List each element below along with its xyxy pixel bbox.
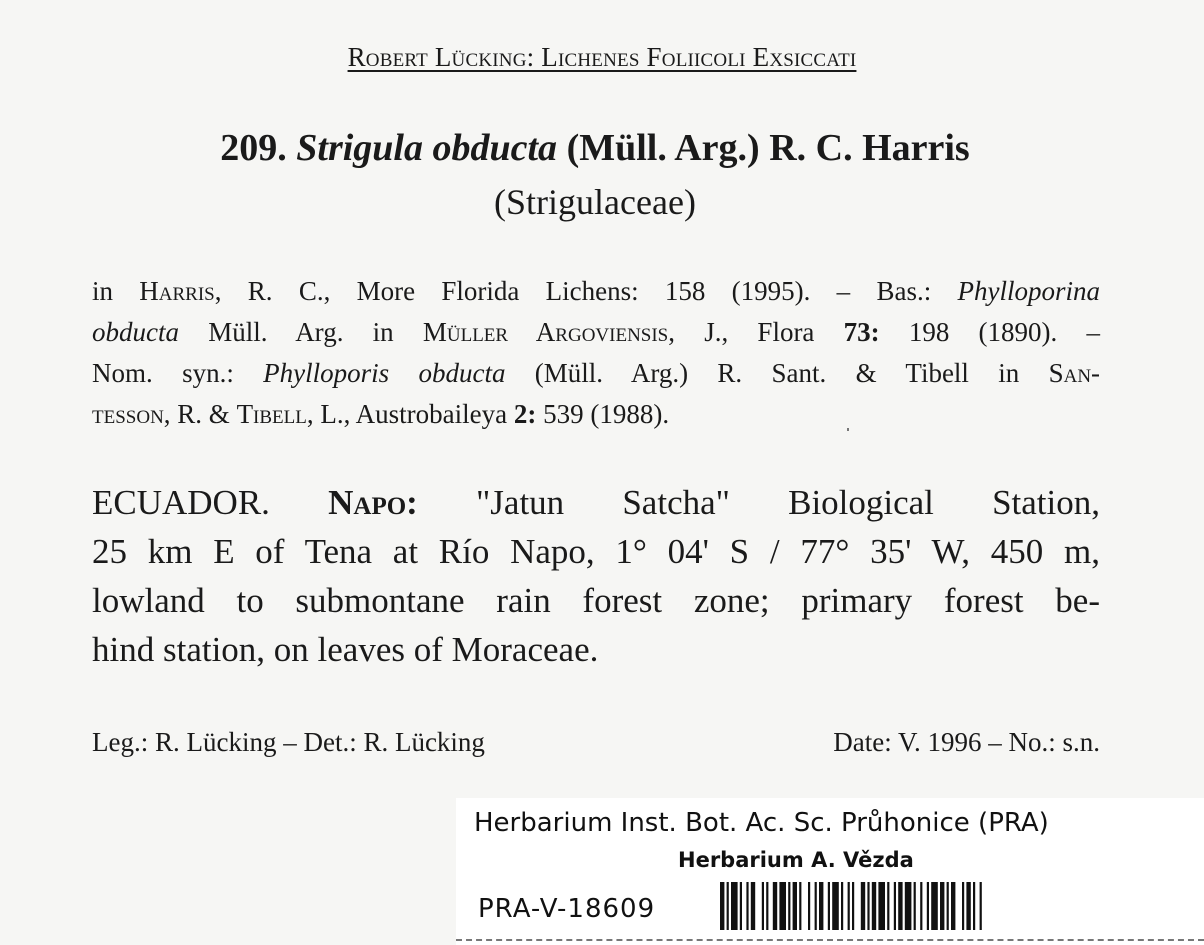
- nomen-author: Harris: [139, 276, 215, 306]
- nomen-volume: 73:: [843, 317, 880, 347]
- species-authority: (Müll. Arg.) R. C. Harris: [566, 127, 970, 169]
- nomen-taxon: Phylloporina: [957, 276, 1100, 306]
- nomen-author: San-: [1048, 358, 1101, 388]
- locality-line-1: [92, 478, 1100, 527]
- paper-speck: [847, 428, 849, 431]
- nomen-text: , R. C., More Florida Lichens: 158 (1995). – Bas.:: [214, 276, 958, 306]
- collector-line: [92, 723, 1100, 761]
- locality-line-3: lowland to submontane rain forest zone; primary forest be-: [92, 581, 1100, 620]
- nomen-text: Nom. syn.:: [92, 358, 264, 388]
- locality-province: Napo:: [328, 483, 418, 522]
- locality-text: "Jatun Satcha" Biological Station,: [417, 483, 1101, 522]
- exsiccata-number: 209.: [220, 127, 287, 169]
- nomen-taxon: obducta: [92, 317, 179, 347]
- locality-line-2: 25 km E of Tena at Río Napo, 1° 04' S / 77° 35' W, 450 m,: [92, 532, 1100, 571]
- nomen-text: 539 (1988).: [536, 399, 670, 429]
- nomen-text: , J., Flora: [668, 317, 844, 347]
- nomen-text: Müll. Arg. in: [179, 317, 423, 347]
- nomen-text: (Müll. Arg.) R. Sant. & Tibell in: [505, 358, 1049, 388]
- herbarium-name: Herbarium A. Vězda: [678, 848, 914, 872]
- nomenclature-line-1: [92, 271, 1100, 312]
- date-number-text: Date: V. 1996 – No.: s.n.: [833, 727, 1100, 757]
- nomen-text: , L., Austrobaileya: [306, 399, 514, 429]
- label-header: [0, 42, 1204, 73]
- nomen-volume: 2:: [513, 399, 537, 429]
- nomenclature-paragraph: [92, 271, 1100, 435]
- nomen-taxon: Phylloporis obducta: [263, 358, 506, 388]
- family-name: (Strigulaceae): [494, 182, 696, 222]
- nomenclature-line-4: [92, 394, 1100, 435]
- species-name: Strigula obducta: [296, 127, 558, 169]
- nomen-author: Tibell: [236, 399, 307, 429]
- species-heading: [0, 125, 1190, 171]
- locality-paragraph: [92, 478, 1100, 674]
- nomen-text: , R. &: [163, 399, 237, 429]
- locality-line-4: hind station, on leaves of Moraceae.: [92, 630, 599, 669]
- cut-line: [456, 939, 1204, 941]
- nomen-text: 198 (1890). –: [879, 317, 1100, 347]
- nomenclature-line-2: [92, 312, 1100, 353]
- nomen-author: tesson: [92, 399, 164, 429]
- nomen-author: Müller Argoviensis: [422, 317, 669, 347]
- catalog-number: PRA-V-18609: [478, 894, 656, 924]
- locality-country: ECUADOR.: [92, 483, 270, 522]
- institution-name: Herbarium Inst. Bot. Ac. Sc. Průhonice (PRA): [474, 808, 1049, 838]
- nomen-text: in: [92, 276, 140, 306]
- herbarium-stamp: [456, 798, 1204, 945]
- leg-det-text: Leg.: R. Lücking – Det.: R. Lücking: [92, 727, 485, 757]
- nomenclature-line-3: [92, 353, 1100, 394]
- barcode-icon: [720, 882, 1134, 930]
- exsiccata-series-title: Robert Lücking: Lichenes Foliicoli Exsiccati: [347, 42, 857, 72]
